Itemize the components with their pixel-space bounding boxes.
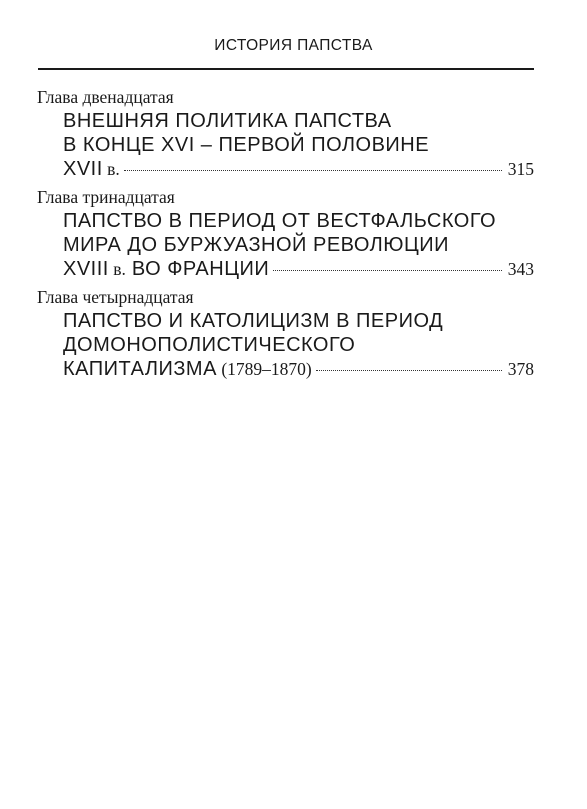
- title-text-small: (1789–1870): [216, 359, 312, 379]
- chapter-title-line: ВНЕШНЯЯ ПОЛИТИКА ПАПСТВА: [63, 110, 392, 132]
- chapter-title-line: ПАПСТВО И КАТОЛИЦИЗМ В ПЕРИОД: [63, 310, 444, 332]
- toc-entry-chapter-13[interactable]: [37, 186, 534, 282]
- running-header: ИСТОРИЯ ПАПСТВА: [214, 37, 373, 54]
- table-of-contents: [37, 86, 534, 386]
- chapter-title-line-end: [63, 157, 120, 182]
- chapter-label: Глава тринадцатая: [37, 187, 175, 207]
- header-rule: [38, 68, 534, 70]
- chapter-title-line: ПАПСТВО В ПЕРИОД ОТ ВЕСТФАЛЬСКОГО: [63, 210, 497, 232]
- toc-entry-chapter-12[interactable]: [37, 86, 534, 182]
- title-text: XVII: [63, 158, 103, 180]
- title-text: КАПИТАЛИЗМА: [63, 358, 217, 380]
- chapter-title-last-line: [63, 357, 534, 382]
- chapter-title-line-end: [63, 357, 312, 382]
- chapter-title-last-line: [63, 257, 534, 282]
- dot-leader: [124, 170, 502, 171]
- title-text-rest: ВО ФРАНЦИИ: [125, 258, 270, 280]
- title-text-small: в.: [108, 259, 126, 279]
- chapter-title-line: ДОМОНОПОЛИСТИЧЕСКОГО: [63, 334, 356, 356]
- chapter-label: Глава четырнадцатая: [37, 287, 194, 307]
- dot-leader: [316, 370, 502, 371]
- title-text: XVIII: [63, 258, 109, 280]
- toc-entry-chapter-14[interactable]: [37, 286, 534, 382]
- chapter-title-line-end: [63, 257, 269, 282]
- chapter-title-last-line: [63, 157, 534, 182]
- chapter-label: Глава двенадцатая: [37, 87, 174, 107]
- chapter-title-line: В КОНЦЕ XVI – ПЕРВОЙ ПОЛОВИНЕ: [63, 134, 430, 156]
- page-number: 315: [507, 159, 534, 179]
- page-number: 343: [507, 259, 534, 279]
- chapter-title-line: МИРА ДО БУРЖУАЗНОЙ РЕВОЛЮЦИИ: [63, 234, 450, 256]
- dot-leader: [273, 270, 501, 271]
- page-number: 378: [507, 359, 534, 379]
- title-text-small: в.: [102, 159, 120, 179]
